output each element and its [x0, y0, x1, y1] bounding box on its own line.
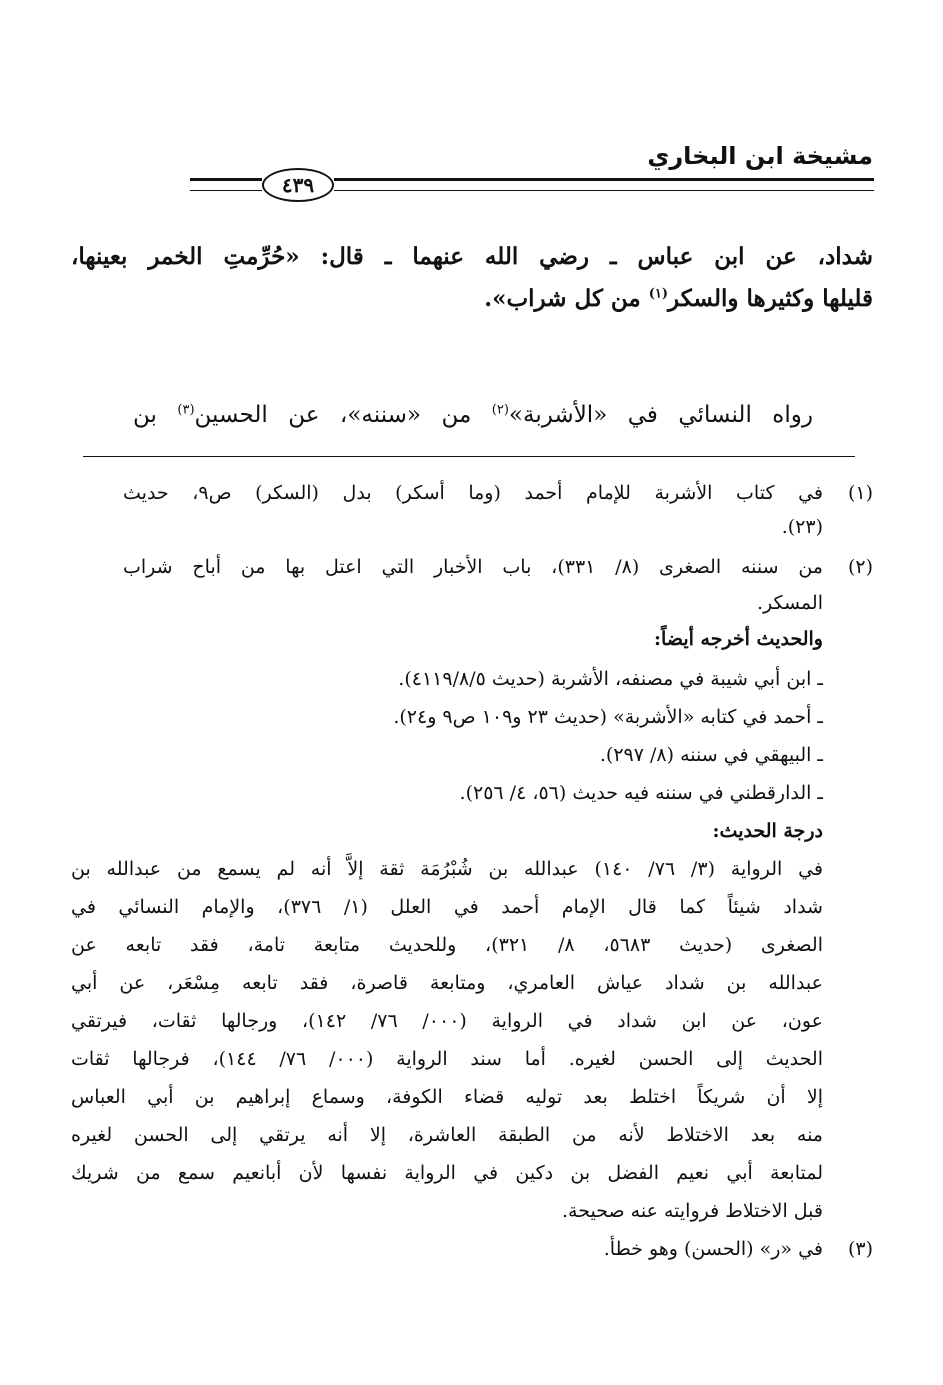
- footnote-1-number: (١): [847, 482, 873, 504]
- page-number: ٤٣٩: [262, 168, 334, 202]
- footnote-2-line: المسكر.: [756, 592, 823, 614]
- footnote-2-paragraph-line: الحديث إلى الحسن لغيره. أما سند الرواية (٠٠٠/ ٧٦/ ١٤٤)، فرجالها ثقات: [71, 1048, 823, 1070]
- running-title: مشيخة ابن البخاري: [647, 142, 873, 170]
- header-rule-left-thin: [190, 190, 262, 191]
- footnote-3-number: (٣): [847, 1238, 873, 1260]
- footnote-2-line: ـ أحمد في كتابه «الأشربة» (حديث ٢٣ و١٠٩ ص٩ و٢٤).: [393, 706, 823, 728]
- footnote-2-paragraph-line: شداد شيئاً كما قال الإمام أحمد في العلل (١/ ٣٧٦)، والإمام النسائي في: [71, 896, 823, 918]
- footnote-2-line: من سننه الصغرى (٨/ ٣٣١)، باب الأخبار التي اعتل بها من أباح شراب: [123, 556, 823, 578]
- footnote-marker: (١): [648, 286, 669, 302]
- footnote-2-paragraph-line: لمتابعة أبي نعيم الفضل بن دكين في الرواية نفسها لأن أبانعيم سمع من شريك: [71, 1162, 823, 1184]
- footnote-2-line: ـ ابن أبي شيبة في مصنفه، الأشربة (حديث ٤١١٩/٨/٥).: [398, 668, 823, 690]
- main-line-3: رواه النسائي في «الأشربة»$^{(٢)}$ من «سننه»، عن الحسين$^{(٣)}$ بن: [133, 402, 813, 428]
- header-rule-right-thick: [334, 178, 874, 181]
- footnote-2-paragraph-line: إلا أن شريكاً اختلط بعد توليه قضاء الكوفة، وسماع إبراهيم بن أبي العباس: [71, 1086, 823, 1108]
- footnote-2-paragraph-line: الصغرى (حديث ٥٦٨٣، ٨/ ٣٢١)، وللحديث متابعة تامة، فقد تابعه عن: [71, 934, 823, 956]
- main-line-1: [71, 240, 873, 274]
- footnote-2-paragraph-line: عون، عن ابن شداد في الرواية (٠٠٠/ ٧٦/ ١٤٢)، ورجالها ثقات، فيرتقي: [71, 1010, 823, 1032]
- footnote-2-subheading: درجة الحديث:: [712, 820, 823, 842]
- footnote-2-line: ـ الدارقطني في سننه فيه حديث (٥٦، ٤/ ٢٥٦).: [459, 782, 823, 804]
- header-rule-left-thick: [190, 178, 262, 181]
- footnote-2-paragraph-line: منه بعد الاختلاط لأنه من الطبقة العاشرة، إلا أنه يرتقي إلى الحسن لغيره: [71, 1124, 823, 1146]
- header-rule-right-thin: [334, 190, 874, 191]
- footnote-3-line: في «ر» (الحسن) وهو خطأ.: [603, 1238, 823, 1260]
- main-line-2: قليلها وكثيرها والسكر$^{(١)}$ من كل شراب».: [484, 285, 873, 312]
- footnote-marker: (٢): [491, 402, 509, 418]
- footnote-separator: [83, 456, 855, 457]
- footnote-2-line: ـ البيهقي في سننه (٨/ ٢٩٧).: [599, 744, 823, 766]
- footnote-2-number: (٢): [847, 556, 873, 578]
- footnote-1-line: (٢٣).: [781, 516, 823, 538]
- footnote-2-subheading: والحديث أخرجه أيضاً:: [654, 628, 823, 650]
- main-line-1-text: شداد، عن ابن عباس ـ رضي الله عنهما ـ قال: «حُرِّمتِ الخمر بعينها،: [71, 243, 873, 270]
- footnote-marker: (٣): [177, 402, 195, 418]
- footnote-2-paragraph-line: عبدالله بن شداد عياش العامري، ومتابعة قاصرة، فقد تابعه مِسْعَر، عن أبي: [71, 972, 823, 994]
- footnote-1-line: في كتاب الأشربة للإمام أحمد (وما أسكر) بدل (السكر) ص٩، حديث: [123, 482, 823, 504]
- footnote-2-paragraph-line: في الرواية (٣/ ٧٦/ ١٤٠) عبدالله بن شُبْرُمَة ثقة إلاَّ أنه لم يسمع من عبدالله بن: [71, 858, 823, 880]
- footnote-2-paragraph-line: قبل الاختلاط فروايته عنه صحيحة.: [562, 1200, 823, 1222]
